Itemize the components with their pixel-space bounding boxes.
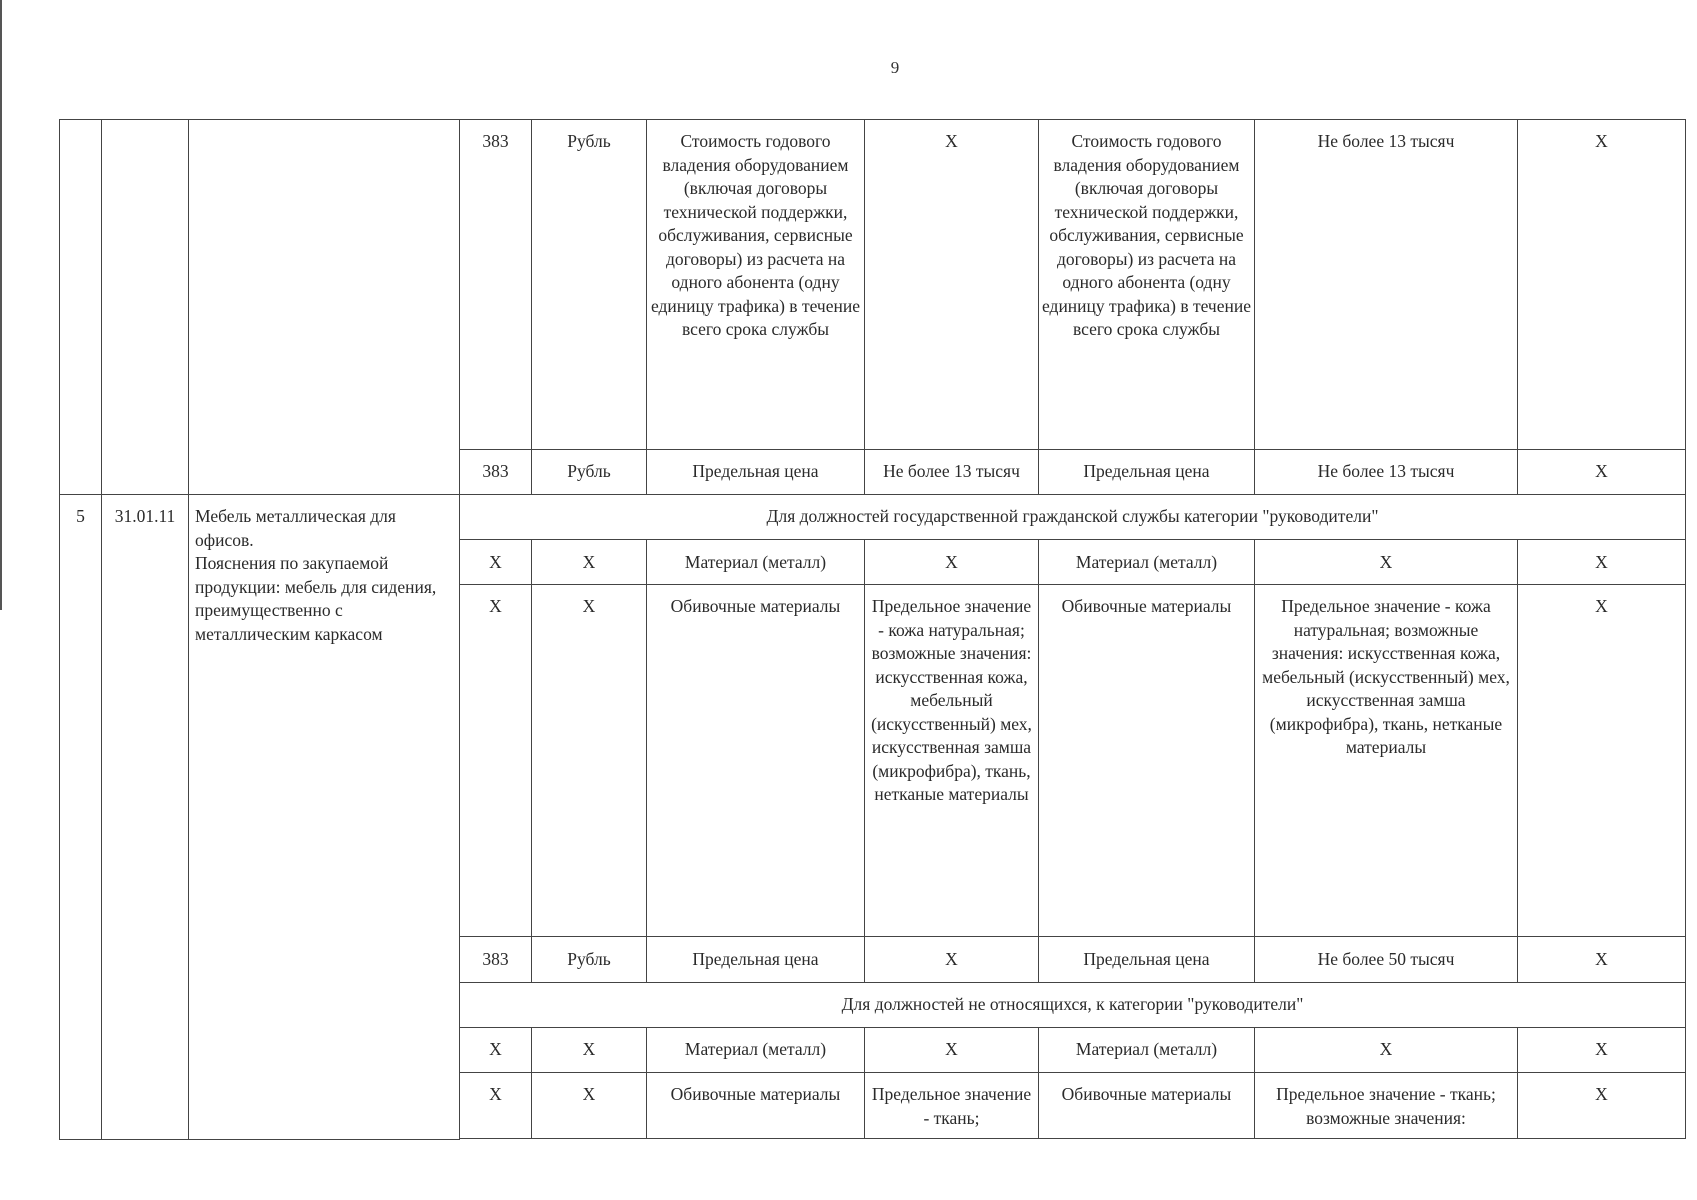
unit-name-cell: Рубль — [532, 449, 647, 494]
value-cell: Не более 13 тысяч — [1255, 449, 1518, 494]
okpd-code-cell — [102, 120, 189, 495]
unit-code-cell: 383 — [460, 449, 532, 494]
item-number-cell — [60, 120, 102, 495]
extra-cell: X — [1518, 449, 1686, 494]
table-row — [60, 495, 1686, 540]
value-cell: Предельное значение - ткань; возможные значения: — [1255, 1073, 1518, 1139]
characteristic-cell: Материал (металл) — [1039, 540, 1255, 585]
unit-code-cell: X — [460, 540, 532, 585]
unit-name-cell: X — [532, 585, 647, 937]
item-name-cell — [189, 120, 460, 495]
value-cell: X — [865, 937, 1039, 982]
extra-cell: X — [1518, 120, 1686, 450]
characteristic-cell: Стоимость годового владения оборудованием (включая договоры технической поддержки, обслуживания, сервисные договоры) из расчета на одного абонента (одну единицу трафика) в течение всего срока службы — [1039, 120, 1255, 450]
okpd-code-cell: 31.01.11 — [102, 495, 189, 1140]
value-cell: Не более 50 тысяч — [1255, 937, 1518, 982]
characteristic-cell: Обивочные материалы — [1039, 1073, 1255, 1139]
extra-cell: X — [1518, 540, 1686, 585]
unit-code-cell: X — [460, 585, 532, 937]
item-explanation: Пояснения по закупаемой продукции: мебель для сидения, преимущественно с металлическим каркасом — [195, 553, 437, 644]
unit-code-cell: X — [460, 1027, 532, 1072]
value-cell: Предельное значение - кожа натуральная; возможные значения: искусственная кожа, мебельный (искусственный) мех, искусственная замша (микрофибра), ткань, нетканые материалы — [865, 585, 1039, 937]
characteristic-cell: Предельная цена — [1039, 449, 1255, 494]
unit-name-cell: X — [532, 1027, 647, 1072]
value-cell: Не более 13 тысяч — [1255, 120, 1518, 450]
value-cell: Не более 13 тысяч — [865, 449, 1039, 494]
value-cell: Предельное значение - ткань; — [865, 1073, 1039, 1139]
scan-edge-line — [0, 0, 2, 610]
unit-name-cell: Рубль — [532, 120, 647, 450]
characteristic-cell: Предельная цена — [647, 937, 865, 982]
characteristic-cell: Стоимость годового владения оборудованием (включая договоры технической поддержки, обслуживания, сервисные договоры) из расчета на одного абонента (одну единицу трафика) в течение всего срока службы — [647, 120, 865, 450]
table-row — [60, 120, 1686, 450]
extra-cell: X — [1518, 937, 1686, 982]
unit-code-cell: X — [460, 1073, 532, 1139]
characteristic-cell: Материал (металл) — [1039, 1027, 1255, 1072]
item-number-cell: 5 — [60, 495, 102, 1140]
unit-name-cell: Рубль — [532, 937, 647, 982]
unit-name-cell: X — [532, 1073, 647, 1139]
extra-cell: X — [1518, 1073, 1686, 1139]
value-cell: Предельное значение - кожа натуральная; возможные значения: искусственная кожа, мебельный (искусственный) мех, искусственная замша (микрофибра), ткань, нетканые материалы — [1255, 585, 1518, 937]
spacer-cell — [460, 1139, 1686, 1140]
page-number: 9 — [890, 58, 900, 77]
item-name-cell — [189, 495, 460, 1140]
unit-name-cell: X — [532, 540, 647, 585]
extra-cell: X — [1518, 1027, 1686, 1072]
unit-code-cell: 383 — [460, 937, 532, 982]
value-cell: X — [865, 120, 1039, 450]
value-cell: X — [865, 540, 1039, 585]
value-cell: X — [1255, 1027, 1518, 1072]
value-cell: X — [865, 1027, 1039, 1072]
group-header-others: Для должностей не относящихся, к категории "руководители" — [460, 982, 1686, 1027]
characteristic-cell: Обивочные материалы — [647, 585, 865, 937]
extra-cell: X — [1518, 585, 1686, 937]
characteristic-cell: Материал (металл) — [647, 1027, 865, 1072]
characteristic-cell: Предельная цена — [1039, 937, 1255, 982]
group-header-heads: Для должностей государственной гражданской службы категории "руководители" — [460, 495, 1686, 540]
characteristic-cell: Материал (металл) — [647, 540, 865, 585]
value-cell: X — [1255, 540, 1518, 585]
characteristic-cell: Обивочные материалы — [647, 1073, 865, 1139]
characteristic-cell: Обивочные материалы — [1039, 585, 1255, 937]
unit-code-cell: 383 — [460, 120, 532, 450]
specification-table — [59, 119, 1686, 1140]
item-name: Мебель металлическая для офисов. — [195, 506, 396, 550]
characteristic-cell: Предельная цена — [647, 449, 865, 494]
